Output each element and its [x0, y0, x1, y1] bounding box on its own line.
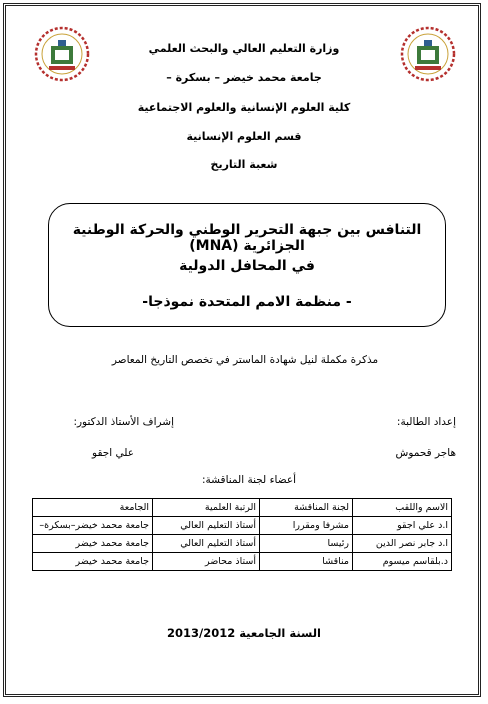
header-cell-university: الجامعة	[33, 499, 153, 517]
committee-header-row	[33, 499, 452, 517]
member-university: جامعة محمد خيضر	[33, 553, 153, 571]
member-university: جامعة محمد خيضر	[33, 535, 153, 553]
department-name: قسم العلوم الإنسانية	[186, 130, 302, 143]
university-name: جامعة محمد خيضر – بسكرة –	[166, 71, 322, 84]
thesis-subtitle: مذكرة مكملة لنيل شهادة الماستر في تخصص التاريخ المعاصر	[111, 354, 379, 366]
thesis-title-line3: - منظمة الامم المتحدة نموذجا-	[142, 294, 352, 310]
thesis-title-box	[48, 203, 446, 327]
supervisor-name: علي اجقو	[92, 447, 134, 459]
header-cell-role: لجنة المناقشة	[260, 499, 353, 517]
member-university: جامعة محمد خيضر–بسكرة–	[33, 517, 153, 535]
university-logo-left	[34, 26, 90, 82]
member-name: ا.د علي اجقو	[353, 517, 452, 535]
ministry-name: وزارة التعليم العالي والبحث العلمي	[148, 42, 340, 55]
table-row	[33, 517, 452, 535]
table-row	[33, 553, 452, 571]
member-rank: أستاذ التعليم العالي	[153, 517, 260, 535]
academic-year: السنة الجامعية 2013/2012	[166, 626, 321, 640]
student-name: هاجر قحموش	[395, 447, 456, 459]
member-role: مناقشا	[260, 553, 353, 571]
branch-name: شعبة التاريخ	[210, 158, 278, 171]
university-logo-right	[400, 26, 456, 82]
header-cell-rank: الرتبة العلمية	[153, 499, 260, 517]
member-role: رئيسا	[260, 535, 353, 553]
table-row	[33, 535, 452, 553]
member-name: د.بلقاسم ميسوم	[353, 553, 452, 571]
member-rank: أستاذ محاضر	[153, 553, 260, 571]
committee-label: أعضاء لجنة المناقشة:	[202, 474, 296, 486]
thesis-title-line2: في المحافل الدولية	[179, 258, 315, 274]
student-label: إعداد الطالبة:	[396, 416, 456, 428]
committee-table	[32, 498, 452, 571]
faculty-name: كلية العلوم الإنسانية والعلوم الاجتماعية	[137, 101, 351, 114]
supervisor-label: إشراف الأستاذ الدكتور:	[73, 416, 174, 428]
member-name: ا.د جابر نصر الدين	[353, 535, 452, 553]
header-cell-name: الاسم واللقب	[353, 499, 452, 517]
thesis-title-line1: التنافس بين جبهة التحرير الوطني والحركة الوطنية الجزائرية (MNA)	[72, 222, 422, 254]
member-rank: أستاذ التعليم العالي	[153, 535, 260, 553]
member-role: مشرفا ومقررا	[260, 517, 353, 535]
